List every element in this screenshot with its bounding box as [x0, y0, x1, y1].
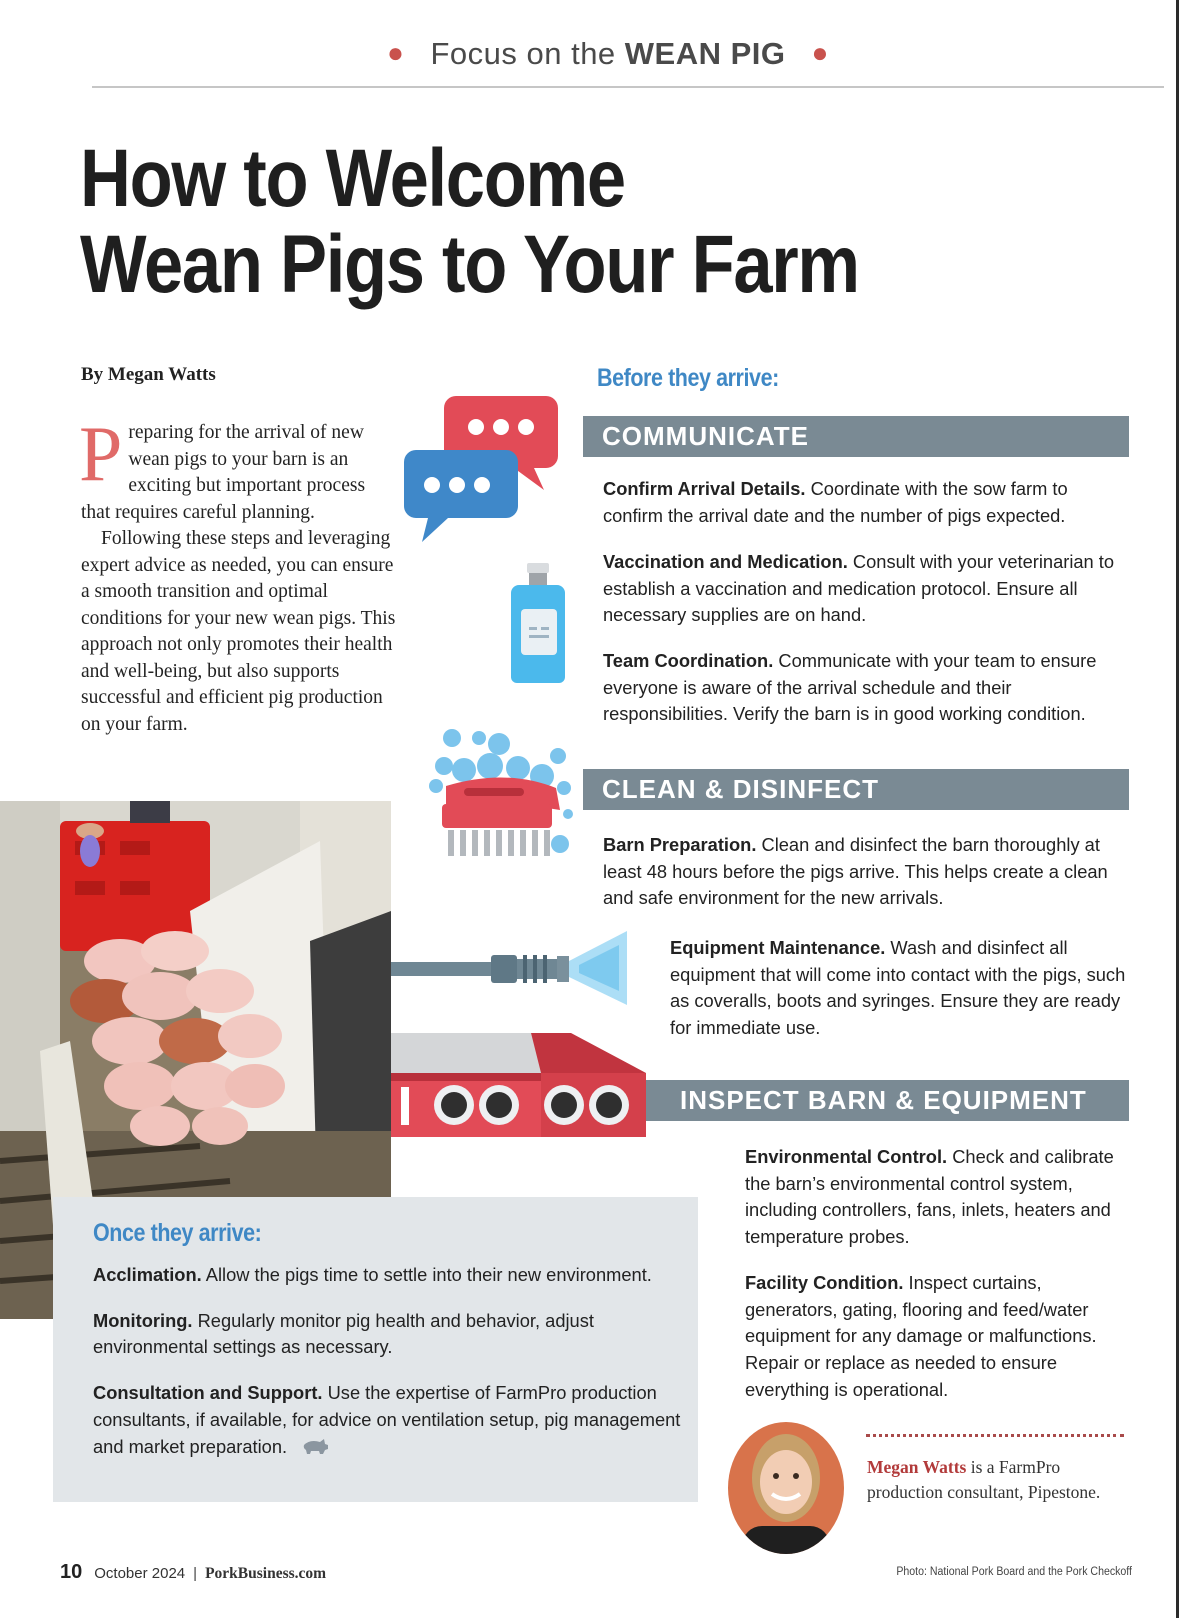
item-lead: Team Coordination. [603, 650, 774, 671]
author-bio-text: is a FarmPro production consultant, Pipestone. [867, 1457, 1101, 1502]
item-acclimation [93, 1262, 683, 1289]
item-text: Regularly monitor pig health and behavior, adjust environmental settings as necessary. [93, 1309, 594, 1358]
photo-credit: Photo: National Pork Board and the Pork Checkoff [896, 1566, 1132, 1578]
chat-bubbles-icon [404, 388, 576, 553]
item-barn-preparation [603, 832, 1128, 912]
after-heading: Once they arrive: [93, 1219, 262, 1247]
page-edge-rule [1176, 0, 1179, 1618]
item-text: Use the expertise of FarmPro production consultants, if available, for advice on ventilation setup, pig management and market preparation. [93, 1382, 681, 1457]
item-lead: Equipment Maintenance. [670, 937, 886, 958]
item-text: Check and calibrate the barn’s environmental control system, including controllers, fans, inlets, heaters and temperature probes. [745, 1146, 1114, 1248]
page-title [80, 133, 1040, 310]
author-bio [867, 1455, 1137, 1505]
item-text: Allow the pigs time to settle into their new environment. [201, 1264, 652, 1285]
item-lead: Facility Condition. [745, 1272, 904, 1293]
item-lead: Confirm Arrival Details. [603, 478, 806, 499]
item-vaccination [603, 549, 1128, 629]
once-they-arrive-box [53, 1197, 698, 1502]
item-text: Inspect curtains, generators, gating, flooring and feed/water equipment for any damage or malfunctions. Repair or replace as needed to ensure everything is operational. [745, 1272, 1097, 1400]
item-text: Coordinate with the sow farm to confirm the arrival date and the number of pigs expected. [603, 478, 1068, 526]
item-environmental-control [745, 1144, 1135, 1251]
item-confirm-arrival [603, 476, 1128, 529]
pressure-washer-icon [391, 931, 631, 1010]
barn-icon [391, 1033, 646, 1142]
kicker-prefix: Focus on the [430, 36, 616, 71]
item-text: Communicate with your team to ensure everyone is aware of the arrival schedule and their responsibilities. Verify the barn is in good working condition. [603, 650, 1097, 725]
intro-paragraph-2: Following these steps and leveraging expert advice as needed, you can ensure a smooth transition and optimal conditions for your new wean pigs. This approach not only promotes their health and well-being, but also supports successful and efficient pig production on your farm. [81, 528, 396, 735]
before-heading: Before they arrive: [597, 364, 779, 392]
section-bar-communicate: COMMUNICATE [583, 416, 1129, 457]
item-text: Consult with your veterinarian to establish a vaccination and medication protocol. Ensure all necessary supplies are on hand. [603, 551, 1115, 626]
author-photo [728, 1418, 844, 1559]
issue-date: October 2024 [94, 1565, 186, 1582]
author-name: Megan Watts [867, 1457, 967, 1477]
drop-cap: P [79, 410, 123, 497]
item-lead: Monitoring. [93, 1309, 193, 1331]
pig-icon [300, 1438, 328, 1465]
author-divider [866, 1434, 1124, 1437]
footer-separator: | [193, 1565, 198, 1582]
item-text: Wash and disinfect all equipment that will come into contact with the pigs, such as coveralls, boots and syringes. Ensure they are ready for immediate use. [670, 937, 1126, 1039]
kicker-bullet-left: ● [387, 37, 405, 68]
kicker-bullet-right: ● [811, 37, 829, 68]
item-lead: Barn Preparation. [603, 834, 757, 855]
page-footer [60, 1561, 326, 1584]
section-kicker [0, 36, 1200, 72]
item-lead: Environmental Control. [745, 1146, 948, 1167]
item-lead: Vaccination and Medication. [603, 551, 848, 572]
intro-paragraph-1-text: reparing for the arrival of new wean pigs to your barn is an exciting but important process that requires careful planning. [81, 422, 366, 523]
kicker-bold: WEAN PIG [624, 36, 786, 71]
header-divider [92, 86, 1164, 88]
section-bar-inspect-barn: INSPECT BARN & EQUIPMENT [646, 1080, 1129, 1121]
item-lead: Consultation and Support. [93, 1382, 323, 1404]
item-text: Clean and disinfect the barn thoroughly at least 48 hours before the pigs arrive. This helps create a clean and safe environment for the new arrivals. [603, 834, 1108, 909]
intro-paragraph-1 [79, 410, 399, 526]
item-facility-condition [745, 1270, 1135, 1404]
once-they-arrive-content [93, 1219, 683, 1483]
item-consultation [93, 1380, 683, 1464]
byline: By Megan Watts [81, 364, 216, 385]
item-lead: Acclimation. [93, 1264, 202, 1285]
item-equipment-maintenance [670, 935, 1140, 1042]
section-bar-clean-disinfect: CLEAN & DISINFECT [583, 769, 1129, 810]
medicine-bottle-icon [507, 563, 571, 690]
site-link[interactable]: PorkBusiness.com [205, 1565, 327, 1582]
scrub-brush-icon [424, 726, 574, 865]
item-monitoring [93, 1308, 683, 1361]
page-title-line-2: Wean Pigs to Your Farm [80, 219, 859, 310]
page-number: 10 [60, 1561, 83, 1583]
page-title-line-1: How to Welcome [80, 133, 625, 224]
intro-text [79, 410, 399, 738]
item-team-coordination [603, 648, 1128, 728]
